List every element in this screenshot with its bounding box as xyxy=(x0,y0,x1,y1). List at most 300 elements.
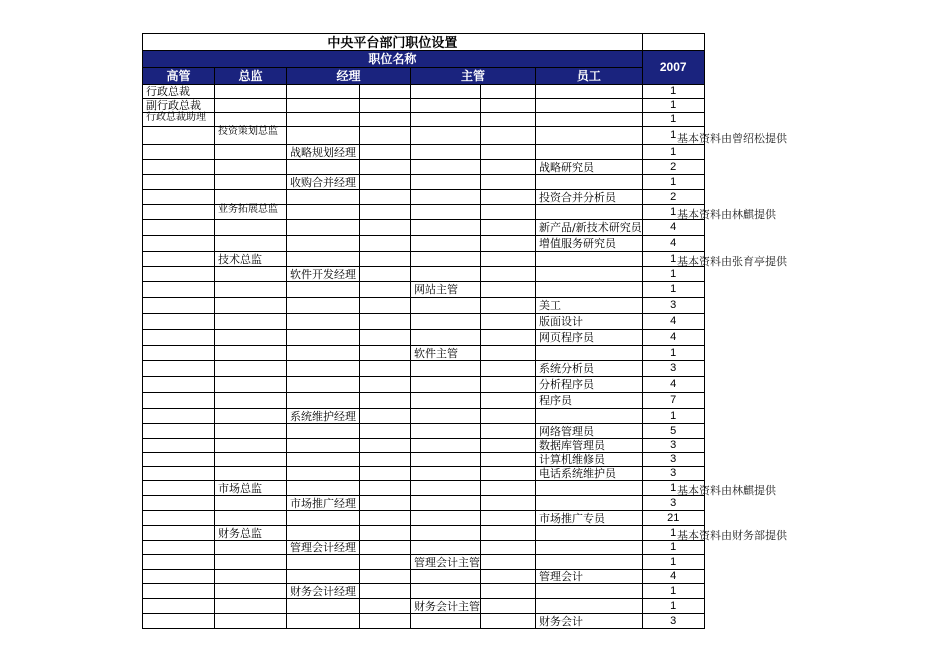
empty-cell xyxy=(287,393,360,409)
headcount-value: 1 xyxy=(642,555,704,570)
headcount-value: 3 xyxy=(642,614,704,629)
empty-cell xyxy=(481,614,536,629)
empty-cell xyxy=(536,175,643,190)
empty-cell xyxy=(215,511,287,526)
empty-cell xyxy=(411,145,481,160)
position-name: 软件主管 xyxy=(411,346,481,361)
sheet-title: 中央平台部门职位设置 xyxy=(143,34,643,51)
empty-cell xyxy=(215,190,287,205)
empty-cell xyxy=(287,252,360,267)
empty-cell xyxy=(481,555,536,570)
empty-cell xyxy=(411,314,481,330)
empty-cell xyxy=(287,85,360,99)
empty-cell xyxy=(360,614,411,629)
source-note: 基本资料由财务部提供 xyxy=(677,529,787,542)
empty-cell xyxy=(143,127,215,145)
empty-cell xyxy=(411,453,481,467)
empty-cell xyxy=(287,555,360,570)
empty-cell xyxy=(481,282,536,298)
empty-cell xyxy=(215,160,287,175)
empty-cell xyxy=(143,190,215,205)
headcount-value: 1 xyxy=(642,584,704,599)
empty-cell xyxy=(215,113,287,127)
empty-cell xyxy=(481,481,536,496)
position-name: 网络管理员 xyxy=(536,424,643,439)
empty-cell xyxy=(215,145,287,160)
table-row xyxy=(143,175,705,190)
empty-cell xyxy=(360,113,411,127)
table-row xyxy=(143,599,705,614)
headcount-value: 7 xyxy=(642,393,704,409)
empty-cell xyxy=(481,439,536,453)
headcount-value: 1 xyxy=(642,175,704,190)
empty-cell xyxy=(215,584,287,599)
empty-cell xyxy=(411,467,481,481)
empty-cell xyxy=(536,599,643,614)
empty-cell xyxy=(287,127,360,145)
empty-cell xyxy=(360,190,411,205)
header-year: 2007 xyxy=(642,51,704,85)
empty-cell xyxy=(287,424,360,439)
position-name: 行政总裁 xyxy=(143,85,215,99)
empty-cell xyxy=(287,298,360,314)
position-name: 新产品/新技术研究员 xyxy=(536,220,643,236)
empty-cell xyxy=(536,85,643,99)
headcount-value: 1 xyxy=(642,346,704,361)
empty-cell xyxy=(143,205,215,220)
position-name: 网页程序员 xyxy=(536,330,643,346)
empty-cell xyxy=(360,282,411,298)
empty-cell xyxy=(215,424,287,439)
empty-cell xyxy=(360,481,411,496)
empty-cell xyxy=(411,409,481,424)
empty-cell xyxy=(481,175,536,190)
table-row xyxy=(143,252,705,267)
empty-cell xyxy=(360,236,411,252)
empty-cell xyxy=(215,220,287,236)
col-header-director: 总监 xyxy=(215,68,287,85)
table-row xyxy=(143,453,705,467)
headcount-value: 1 xyxy=(642,99,704,113)
source-note: 基本资料由林麒提供 xyxy=(677,484,776,497)
empty-cell xyxy=(411,393,481,409)
empty-cell xyxy=(215,346,287,361)
empty-cell xyxy=(143,439,215,453)
table-row xyxy=(143,393,705,409)
empty-cell xyxy=(360,99,411,113)
position-name: 管理会计经理 xyxy=(287,541,360,555)
empty-cell xyxy=(287,99,360,113)
table-row xyxy=(143,481,705,496)
headcount-value: 1 xyxy=(642,282,704,298)
position-name: 市场推广专员 xyxy=(536,511,643,526)
empty-cell xyxy=(411,511,481,526)
empty-cell xyxy=(411,584,481,599)
empty-cell xyxy=(411,541,481,555)
position-name: 计算机维修员 xyxy=(536,453,643,467)
position-name: 美工 xyxy=(536,298,643,314)
position-name: 技术总监 xyxy=(215,252,287,267)
empty-cell xyxy=(411,481,481,496)
position-name: 分析程序员 xyxy=(536,377,643,393)
empty-cell xyxy=(287,599,360,614)
empty-cell xyxy=(481,267,536,282)
empty-cell xyxy=(360,424,411,439)
empty-cell xyxy=(287,511,360,526)
headcount-value: 4 xyxy=(642,220,704,236)
empty-cell xyxy=(360,526,411,541)
empty-cell xyxy=(287,113,360,127)
empty-cell xyxy=(360,541,411,555)
empty-cell xyxy=(143,526,215,541)
empty-cell xyxy=(481,453,536,467)
table-row xyxy=(143,555,705,570)
col-header-manager: 经理 xyxy=(287,68,411,85)
position-name: 财务总监 xyxy=(215,526,287,541)
headcount-value: 3 xyxy=(642,298,704,314)
empty-cell xyxy=(287,282,360,298)
empty-cell xyxy=(536,584,643,599)
empty-cell xyxy=(215,496,287,511)
table-row xyxy=(143,541,705,555)
col-header-executive: 高管 xyxy=(143,68,215,85)
empty-cell xyxy=(143,220,215,236)
empty-cell xyxy=(411,361,481,377)
empty-cell xyxy=(481,298,536,314)
col-header-supervisor: 主管 xyxy=(411,68,536,85)
empty-cell xyxy=(287,314,360,330)
empty-cell xyxy=(287,377,360,393)
table-row xyxy=(143,361,705,377)
empty-cell xyxy=(536,99,643,113)
empty-cell xyxy=(481,526,536,541)
empty-cell xyxy=(481,236,536,252)
empty-cell xyxy=(481,330,536,346)
empty-cell xyxy=(287,439,360,453)
empty-cell xyxy=(215,541,287,555)
position-name: 副行政总裁 xyxy=(143,99,215,113)
headcount-value: 1 xyxy=(642,145,704,160)
col-header-staff: 员工 xyxy=(536,68,643,85)
header-group-label: 职位名称 xyxy=(143,51,643,68)
position-name: 网站主管 xyxy=(411,282,481,298)
empty-cell xyxy=(481,424,536,439)
source-note: 基本资料由张育亭提供 xyxy=(677,255,787,268)
empty-cell xyxy=(360,361,411,377)
empty-cell xyxy=(411,330,481,346)
empty-cell xyxy=(536,282,643,298)
empty-cell xyxy=(287,220,360,236)
empty-cell xyxy=(215,314,287,330)
table-row xyxy=(143,496,705,511)
headcount-value: 1 xyxy=(642,205,704,220)
empty-cell xyxy=(360,409,411,424)
empty-cell xyxy=(536,113,643,127)
source-note: 基本资料由林麒提供 xyxy=(677,208,776,221)
headcount-value: 4 xyxy=(642,236,704,252)
empty-cell xyxy=(287,526,360,541)
empty-cell xyxy=(411,85,481,99)
empty-cell xyxy=(143,496,215,511)
position-name: 管理会计 xyxy=(536,570,643,584)
headcount-value: 21 xyxy=(642,511,704,526)
position-name: 战略规划经理 xyxy=(287,145,360,160)
table-row xyxy=(143,511,705,526)
empty-cell xyxy=(411,252,481,267)
table-row xyxy=(143,282,705,298)
empty-cell xyxy=(215,175,287,190)
empty-cell xyxy=(287,160,360,175)
empty-cell xyxy=(360,127,411,145)
empty-cell xyxy=(215,467,287,481)
empty-cell xyxy=(215,599,287,614)
position-name: 行政总裁助理 xyxy=(143,113,215,127)
empty-cell xyxy=(143,541,215,555)
headcount-value: 1 xyxy=(642,526,704,541)
source-note: 基本资料由曾绍松提供 xyxy=(677,132,787,145)
empty-cell xyxy=(360,393,411,409)
empty-cell xyxy=(360,252,411,267)
empty-cell xyxy=(481,113,536,127)
position-name: 数据库管理员 xyxy=(536,439,643,453)
empty-cell xyxy=(481,205,536,220)
empty-cell xyxy=(143,555,215,570)
position-name: 电话系统维护员 xyxy=(536,467,643,481)
empty-cell xyxy=(143,160,215,175)
empty-cell xyxy=(481,584,536,599)
empty-cell xyxy=(360,314,411,330)
empty-cell xyxy=(411,175,481,190)
empty-cell xyxy=(143,599,215,614)
headcount-value: 4 xyxy=(642,330,704,346)
title-blank-cell xyxy=(642,34,704,51)
empty-cell xyxy=(360,145,411,160)
empty-cell xyxy=(215,453,287,467)
empty-cell xyxy=(287,346,360,361)
empty-cell xyxy=(360,511,411,526)
empty-cell xyxy=(143,409,215,424)
empty-cell xyxy=(481,346,536,361)
table-row xyxy=(143,99,705,113)
empty-cell xyxy=(360,330,411,346)
empty-cell xyxy=(360,467,411,481)
table-row xyxy=(143,584,705,599)
position-name: 增值服务研究员 xyxy=(536,236,643,252)
position-name: 市场推广经理 xyxy=(287,496,360,511)
table-row xyxy=(143,314,705,330)
empty-cell xyxy=(215,409,287,424)
empty-cell xyxy=(411,190,481,205)
empty-cell xyxy=(481,314,536,330)
table-row xyxy=(143,190,705,205)
empty-cell xyxy=(481,145,536,160)
headcount-value: 3 xyxy=(642,453,704,467)
empty-cell xyxy=(143,175,215,190)
empty-cell xyxy=(215,393,287,409)
empty-cell xyxy=(481,85,536,99)
empty-cell xyxy=(287,614,360,629)
headcount-value: 2 xyxy=(642,190,704,205)
empty-cell xyxy=(143,361,215,377)
table-row xyxy=(143,267,705,282)
empty-cell xyxy=(143,282,215,298)
empty-cell xyxy=(536,346,643,361)
empty-cell xyxy=(287,190,360,205)
empty-cell xyxy=(143,252,215,267)
headcount-value: 4 xyxy=(642,314,704,330)
empty-cell xyxy=(481,160,536,175)
table-row xyxy=(143,377,705,393)
empty-cell xyxy=(481,599,536,614)
empty-cell xyxy=(481,220,536,236)
empty-cell xyxy=(143,145,215,160)
empty-cell xyxy=(360,599,411,614)
empty-cell xyxy=(411,526,481,541)
table-row xyxy=(143,298,705,314)
empty-cell xyxy=(143,584,215,599)
empty-cell xyxy=(481,570,536,584)
position-table xyxy=(142,33,705,629)
empty-cell xyxy=(143,346,215,361)
headcount-value: 1 xyxy=(642,113,704,127)
headcount-value: 4 xyxy=(642,377,704,393)
table-row xyxy=(143,614,705,629)
empty-cell xyxy=(143,511,215,526)
headcount-value: 5 xyxy=(642,424,704,439)
position-name: 投资合并分析员 xyxy=(536,190,643,205)
table-row xyxy=(143,113,705,127)
table-row xyxy=(143,205,705,220)
position-name: 财务会计主管 xyxy=(411,599,481,614)
empty-cell xyxy=(143,570,215,584)
empty-cell xyxy=(287,481,360,496)
empty-cell xyxy=(536,252,643,267)
empty-cell xyxy=(287,330,360,346)
table-row xyxy=(143,526,705,541)
empty-cell xyxy=(481,361,536,377)
empty-cell xyxy=(481,99,536,113)
empty-cell xyxy=(411,99,481,113)
headcount-value: 3 xyxy=(642,439,704,453)
position-name: 系统分析员 xyxy=(536,361,643,377)
empty-cell xyxy=(536,496,643,511)
empty-cell xyxy=(360,298,411,314)
empty-cell xyxy=(143,314,215,330)
table-row xyxy=(143,127,705,145)
empty-cell xyxy=(536,555,643,570)
empty-cell xyxy=(143,267,215,282)
empty-cell xyxy=(360,496,411,511)
empty-cell xyxy=(481,252,536,267)
table-row xyxy=(143,467,705,481)
empty-cell xyxy=(411,160,481,175)
table-row xyxy=(143,85,705,99)
position-name: 战略研究员 xyxy=(536,160,643,175)
table-row xyxy=(143,145,705,160)
headcount-value: 3 xyxy=(642,361,704,377)
empty-cell xyxy=(481,393,536,409)
empty-cell xyxy=(360,453,411,467)
empty-cell xyxy=(143,614,215,629)
empty-cell xyxy=(215,570,287,584)
empty-cell xyxy=(411,220,481,236)
empty-cell xyxy=(143,453,215,467)
empty-cell xyxy=(143,467,215,481)
empty-cell xyxy=(360,85,411,99)
empty-cell xyxy=(215,99,287,113)
empty-cell xyxy=(143,424,215,439)
empty-cell xyxy=(360,555,411,570)
headcount-value: 4 xyxy=(642,570,704,584)
headcount-value: 1 xyxy=(642,599,704,614)
headcount-value: 3 xyxy=(642,496,704,511)
empty-cell xyxy=(360,570,411,584)
position-name: 版面设计 xyxy=(536,314,643,330)
empty-cell xyxy=(360,175,411,190)
table-row xyxy=(143,424,705,439)
empty-cell xyxy=(287,467,360,481)
empty-cell xyxy=(481,496,536,511)
empty-cell xyxy=(215,267,287,282)
empty-cell xyxy=(215,85,287,99)
empty-cell xyxy=(360,160,411,175)
table-row xyxy=(143,220,705,236)
headcount-value: 1 xyxy=(642,409,704,424)
table-row xyxy=(143,160,705,175)
empty-cell xyxy=(215,555,287,570)
table-row xyxy=(143,330,705,346)
position-name: 业务拓展总监 xyxy=(215,205,287,220)
empty-cell xyxy=(360,205,411,220)
empty-cell xyxy=(481,511,536,526)
empty-cell xyxy=(411,424,481,439)
empty-cell xyxy=(411,127,481,145)
empty-cell xyxy=(481,190,536,205)
empty-cell xyxy=(215,439,287,453)
headcount-value: 3 xyxy=(642,467,704,481)
empty-cell xyxy=(411,205,481,220)
empty-cell xyxy=(143,330,215,346)
position-name: 投资策划总监 xyxy=(215,127,287,145)
empty-cell xyxy=(536,526,643,541)
empty-cell xyxy=(536,481,643,496)
empty-cell xyxy=(411,298,481,314)
empty-cell xyxy=(143,377,215,393)
headcount-value: 1 xyxy=(642,252,704,267)
empty-cell xyxy=(215,377,287,393)
headcount-value: 2 xyxy=(642,160,704,175)
position-name: 收购合并经理 xyxy=(287,175,360,190)
empty-cell xyxy=(536,127,643,145)
empty-cell xyxy=(411,496,481,511)
empty-cell xyxy=(481,467,536,481)
table-row xyxy=(143,439,705,453)
empty-cell xyxy=(360,346,411,361)
position-name: 软件开发经理 xyxy=(287,267,360,282)
position-name: 管理会计主管 xyxy=(411,555,481,570)
empty-cell xyxy=(411,113,481,127)
empty-cell xyxy=(481,377,536,393)
empty-cell xyxy=(411,614,481,629)
empty-cell xyxy=(536,541,643,555)
empty-cell xyxy=(287,236,360,252)
position-name: 程序员 xyxy=(536,393,643,409)
empty-cell xyxy=(287,570,360,584)
empty-cell xyxy=(411,267,481,282)
empty-cell xyxy=(287,453,360,467)
empty-cell xyxy=(411,570,481,584)
empty-cell xyxy=(360,439,411,453)
